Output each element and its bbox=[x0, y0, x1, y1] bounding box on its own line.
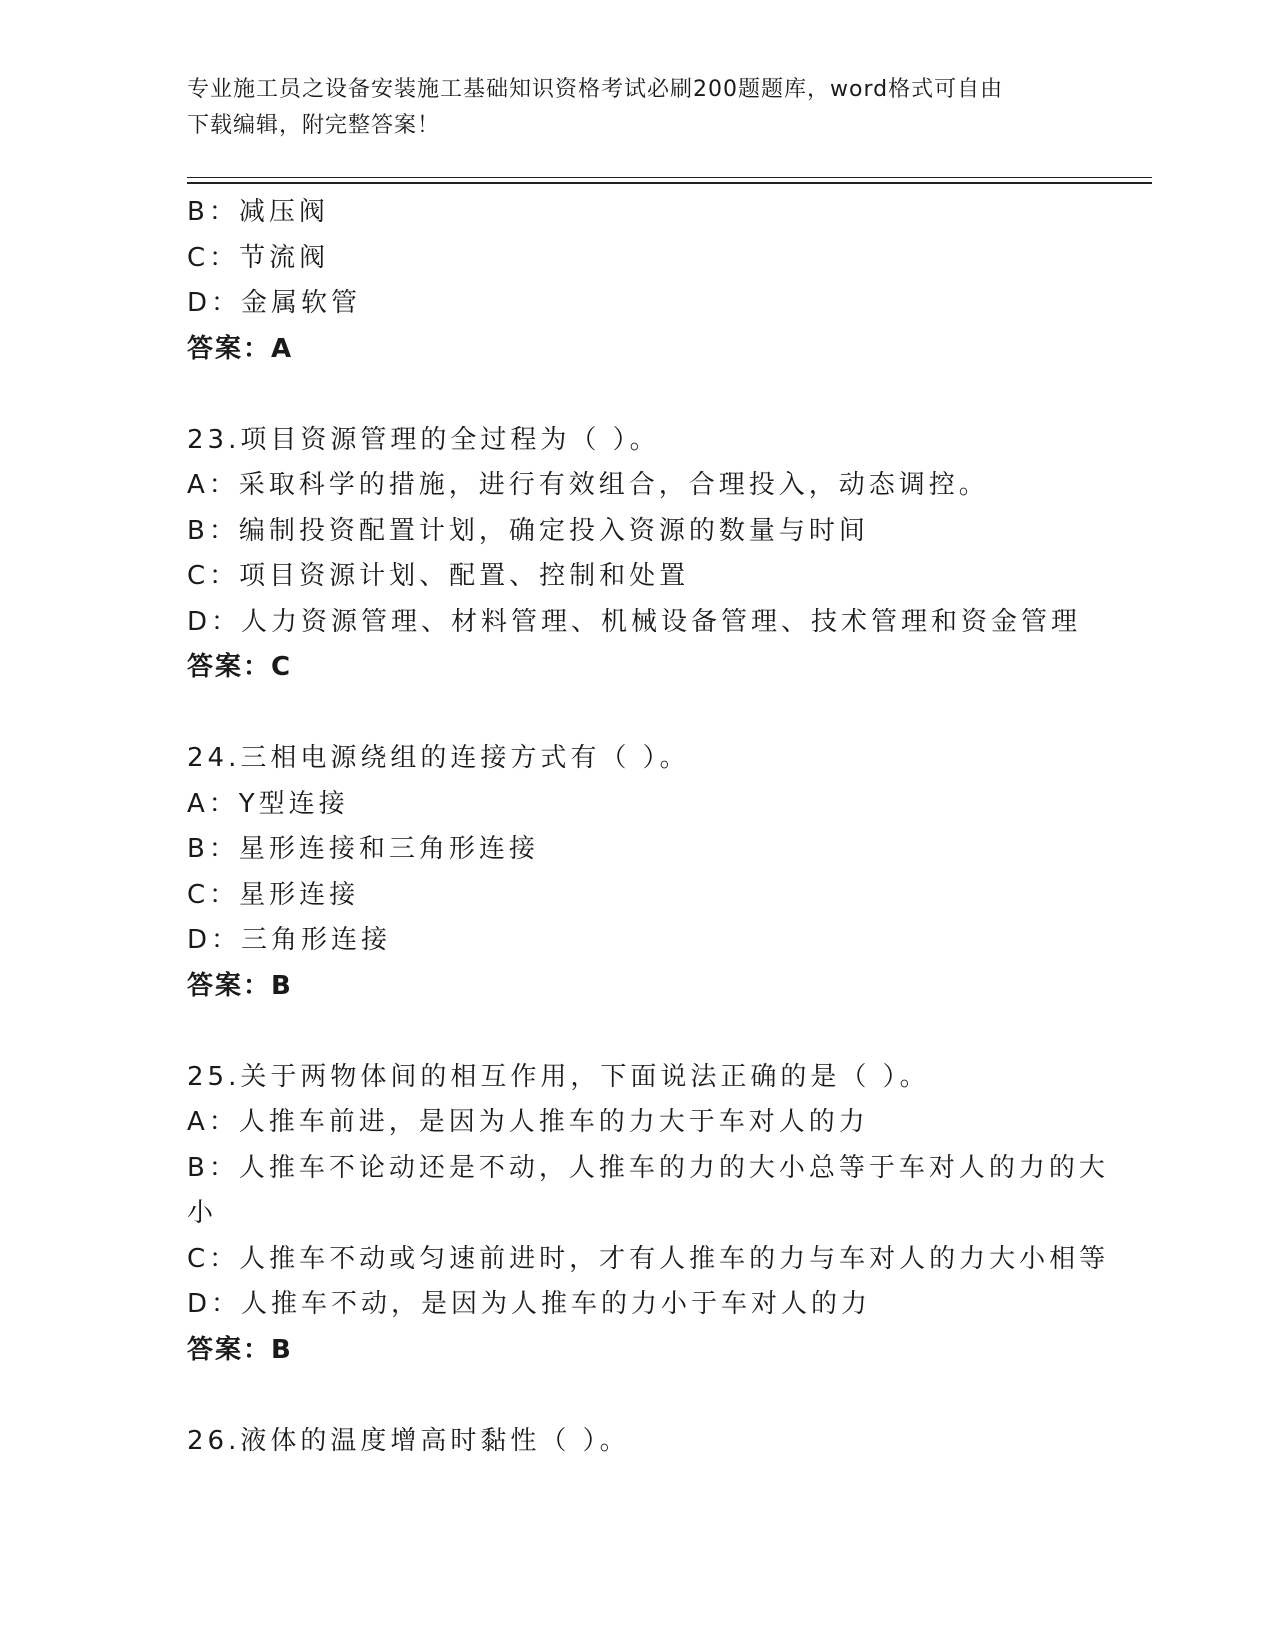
question-stem: 26.液体的温度增高时黏性（ ）。 bbox=[187, 1425, 630, 1456]
option-d: D：金属软管 bbox=[187, 288, 362, 318]
question-24 bbox=[187, 736, 1087, 1009]
header-rule-thin bbox=[187, 177, 1152, 178]
option-c: C：星形连接 bbox=[187, 879, 360, 910]
spacer bbox=[187, 1373, 1087, 1419]
header-rule-thick bbox=[187, 182, 1152, 184]
question-stem: 24.三相电源绕组的连接方式有（ ）。 bbox=[187, 743, 690, 773]
question-26 bbox=[187, 1419, 1087, 1465]
question-25 bbox=[187, 1055, 1110, 1374]
question-23 bbox=[187, 418, 1087, 691]
option-c: C：项目资源计划、配置、控制和处置 bbox=[187, 561, 690, 591]
option-c: C：人推车不动或匀速前进时，才有人推车的力与车对人的力大小相等 bbox=[187, 1243, 1110, 1274]
option-b-continued: 小 bbox=[187, 1198, 218, 1228]
spacer bbox=[187, 691, 1087, 737]
option-c: C：节流阀 bbox=[187, 242, 330, 273]
answer: 答案：A bbox=[187, 333, 294, 364]
document-header bbox=[187, 72, 1067, 144]
option-b: B：星形连接和三角形连接 bbox=[187, 834, 539, 864]
question-22-partial bbox=[187, 190, 1087, 372]
option-a: A：人推车前进，是因为人推车的力大于车对人的力 bbox=[187, 1107, 869, 1137]
question-stem: 25.关于两物体间的相互作用，下面说法正确的是（ ）。 bbox=[187, 1061, 930, 1092]
spacer bbox=[187, 372, 1087, 418]
question-stem: 23.项目资源管理的全过程为（ ）。 bbox=[187, 424, 660, 455]
answer: 答案：C bbox=[187, 652, 293, 682]
option-a: A：采取科学的措施，进行有效组合，合理投入，动态调控。 bbox=[187, 470, 989, 500]
header-line-1: 专业施工员之设备安装施工基础知识资格考试必刷200题题库，word格式可自由 bbox=[187, 77, 1004, 102]
option-b: B：人推车不论动还是不动，人推车的力的大小总等于车对人的力的大 bbox=[187, 1152, 1109, 1183]
option-a: A：Y型连接 bbox=[187, 788, 349, 819]
header-line-2: 下载编辑，附完整答案！ bbox=[187, 113, 441, 138]
question-list bbox=[187, 190, 1110, 1464]
answer: 答案：B bbox=[187, 1334, 293, 1365]
option-b: B：减压阀 bbox=[187, 197, 329, 227]
option-d: D：三角形连接 bbox=[187, 925, 392, 955]
spacer bbox=[187, 1009, 1087, 1055]
option-b: B：编制投资配置计划，确定投入资源的数量与时间 bbox=[187, 515, 869, 546]
option-d: D：人力资源管理、材料管理、机械设备管理、技术管理和资金管理 bbox=[187, 606, 1082, 637]
option-d: D：人推车不动，是因为人推车的力小于车对人的力 bbox=[187, 1289, 872, 1319]
answer: 答案：B bbox=[187, 970, 293, 1001]
